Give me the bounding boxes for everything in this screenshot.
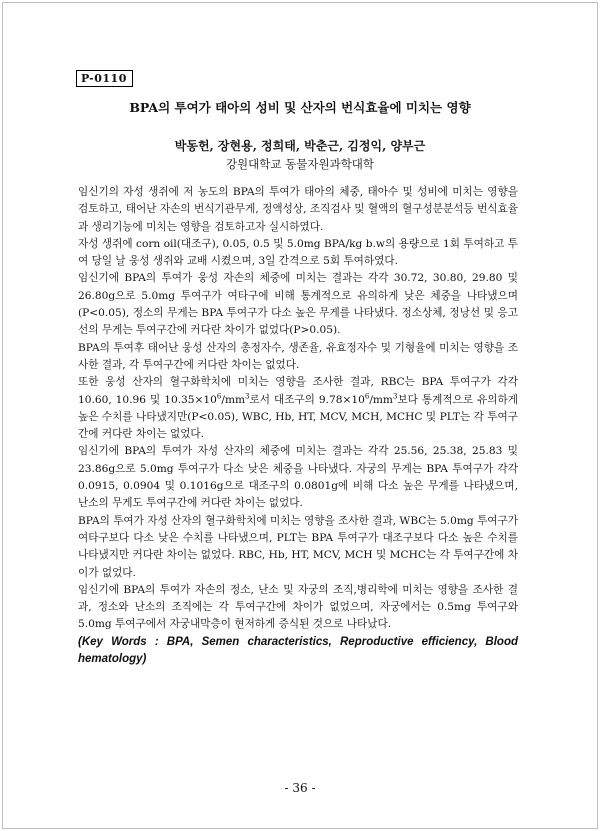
body-paragraph: 임신기에 BPA의 투여가 웅성 자손의 체중에 미치는 결과는 각각 30.72, 30.80, 29.80 및 26.80g으로 5.0mg 투여구가 여타구에 비해 통계적으로 유의하게 낮은 체중을 나타냈으며(P<0.05), 정소의 무게는 BPA 투여구가 다소 높은 무게를 나타냈다. 정소상체, 정낭선 및 응고선의 무게는 투여구간에 커다란 차이가 없었다(P>0.05). [78,272,518,337]
body-paragraph: 임신기에 BPA의 투여가 자손의 정소, 난소 및 자궁의 조직,병리학에 미치는 영향을 조사한 결과, 정소와 난소의 조직에는 각 투여구간에 차이가 없었으며, 자궁에서는 0.5mg 투여구와 5.0mg 투여구에서 자궁내막층이 현저하게 증식된 것으로 나타났다. [78,583,518,631]
author-list: 박동헌, 장현용, 정희태, 박춘근, 김정익, 양부근 [174,139,426,153]
page-number: - 36 - [284,781,316,795]
body-paragraph-blood-values: 또한 웅성 산자의 혈구화학치에 미치는 영향을 조사한 결과, RBC는 BPA 투여구가 각각 10.60, 10.96 및 $10.35\times 10^6/mm^3$로서 대조구의 $9.78\times 10^6/mm^3$보다 통계적으로 유의하게 높은 수치를 나타냈지만(P<0.05), WBC, Hb, HT, MCV, MCH, MCHC 및 PLT는 각 투여구간에 커다란 차이는 없었다. [78,376,518,441]
body-paragraph: BPA의 투여가 자성 산자의 혈구화학치에 미치는 영향을 조사한 결과, WBC는 5.0mg 투여구가 여타구보다 다소 낮은 수치를 나타냈으며, PLT는 BPA 투여구가 대조구보다 다소 높은 수치를 나타냈지만 커다란 차이는 없었다. RBC, Hb, HT, MCV, MCH 및 MCHC는 각 투여구간에 차이가 없었다. [78,514,518,579]
body-paragraph: 자성 생쥐에 corn oil(대조구), 0.05, 0.5 및 5.0mg BPA/kg b.w의 용량으로 1회 투여하고 투여 당일 날 웅성 생쥐와 교배 시켰으며, 3일 간격으로 5회 투여하였다. [78,237,518,268]
key-words: (Key Words : BPA, Semen characteristics, Reproductive efficiency, Blood hematology) [78,635,518,665]
body-paragraph: BPA의 투여후 태어난 웅성 산자의 총정자수, 생존율, 유효정자수 및 기형율에 미치는 영향을 조사한 결과, 각 투여구간에 커다란 차이는 없었다. [78,341,518,371]
affiliation: 강원대학교 동물자원과학대학 [225,157,375,171]
body-paragraph: 임신기의 자성 생쥐에 저 농도의 BPA의 투여가 태아의 체중, 태아수 및 성비에 미치는 영향을 검토하고, 태어난 자손의 번식기관무게, 정액성상, 조직검사 및 혈액의 혈구성분분석등 번식효율과 생리기능에 미치는 영향을 검토하고자 실시하였다. [78,186,518,233]
abstract-title: BPA의 투여가 태아의 성비 및 산자의 번식효율에 미치는 영향 [129,100,471,115]
abstract-id-badge: P-0110 [76,70,133,87]
abstract-body [78,184,518,668]
body-paragraph: 임신기에 BPA의 투여가 자성 산자의 체중에 미치는 결과는 각각 25.56, 25.38, 25.83 및 23.86g으로 5.0mg 투여구가 다소 낮은 체중을 나타냈다. 자궁의 무게는 BPA 투여구가 각각 0.0915, 0.0904 및 0.1016g으로 대조구의 0.0801g에 비해 다소 높은 무게를 나타냈으며, 난소의 무게도 투여구간에 커다란 차이는 없었다. [78,445,518,510]
